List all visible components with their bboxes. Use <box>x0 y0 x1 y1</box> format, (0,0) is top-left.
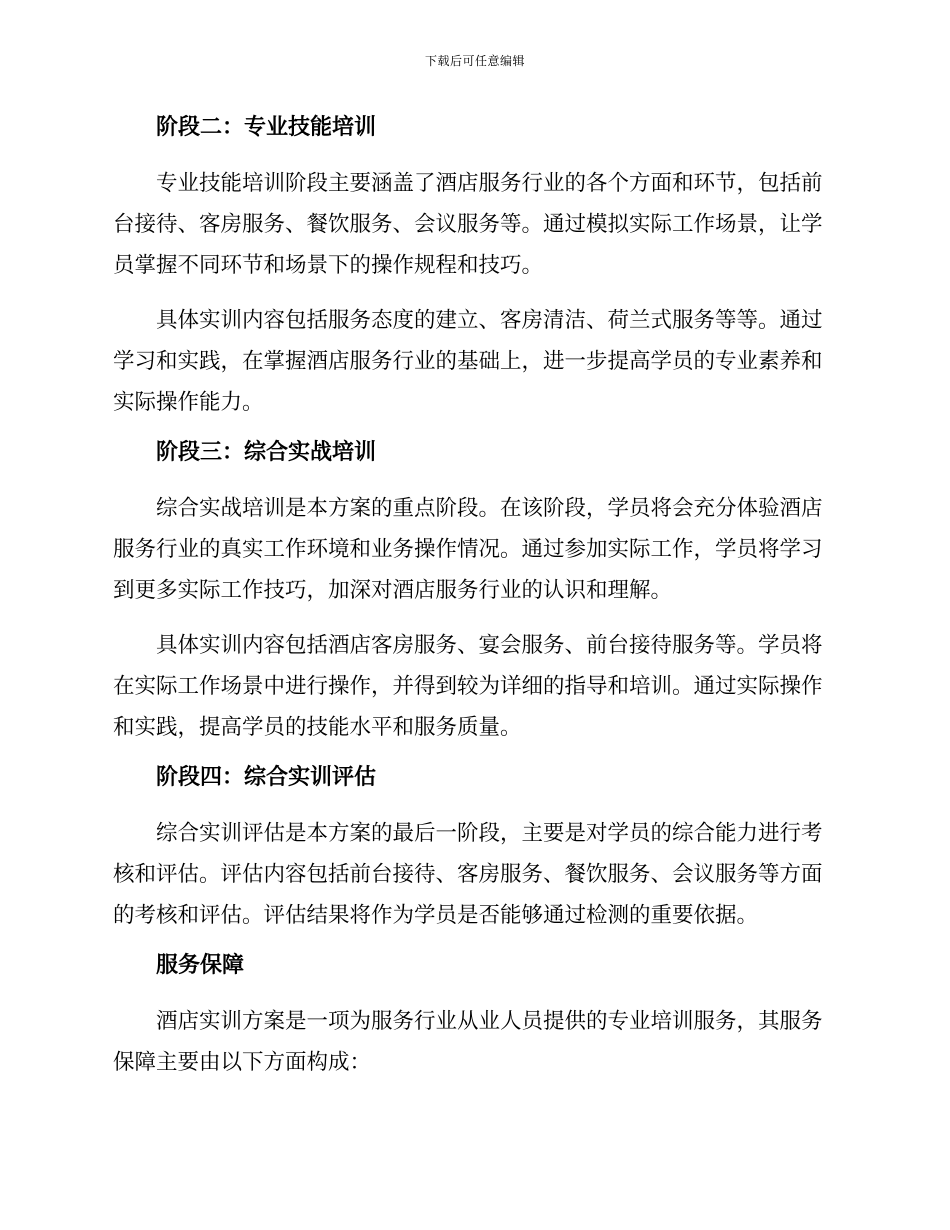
paragraph: 具体实训内容包括服务态度的建立、客房清洁、荷兰式服务等等。通过学习和实践，在掌握酒店服务行业的基础上，进一步提高学员的专业素养和实际操作能力。 <box>113 308 823 415</box>
paragraph: 综合实训评估是本方案的最后一阶段，主要是对学员的综合能力进行考核和评估。评估内容包括前台接待、客房服务、餐饮服务、会议服务等方面的考核和评估。评估结果将作为学员是否能够通过检测的重要依据。 <box>113 821 823 928</box>
section-heading-service-guarantee: 服务保障 <box>156 952 245 978</box>
paragraph: 专业技能培训阶段主要涵盖了酒店服务行业的各个方面和环节，包括前台接待、客房服务、餐饮服务、会议服务等。通过模拟实际工作场景，让学员掌握不同环节和场景下的操作规程和技巧。 <box>113 171 823 278</box>
section-heading-stage-4: 阶段四：综合实训评估 <box>156 764 377 790</box>
section-heading-stage-2: 阶段二：专业技能培训 <box>156 114 377 140</box>
paragraph: 具体实训内容包括酒店客房服务、宴会服务、前台接待服务等。学员将在实际工作场景中进行操作，并得到较为详细的指导和培训。通过实际操作和实践，提高学员的技能水平和服务质量。 <box>113 633 823 740</box>
page-header: 下载后可任意编辑 <box>424 54 525 68</box>
section-heading-stage-3: 阶段三：综合实战培训 <box>156 439 377 465</box>
paragraph: 酒店实训方案是一项为服务行业从业人员提供的专业培训服务，其服务保障主要由以下方面构成： <box>113 1009 823 1075</box>
paragraph: 综合实战培训是本方案的重点阶段。在该阶段，学员将会充分体验酒店服务行业的真实工作环境和业务操作情况。通过参加实际工作，学员将学习到更多实际工作技巧，加深对酒店服务行业的认识和理解。 <box>113 496 823 603</box>
document-body <box>113 112 831 1083</box>
